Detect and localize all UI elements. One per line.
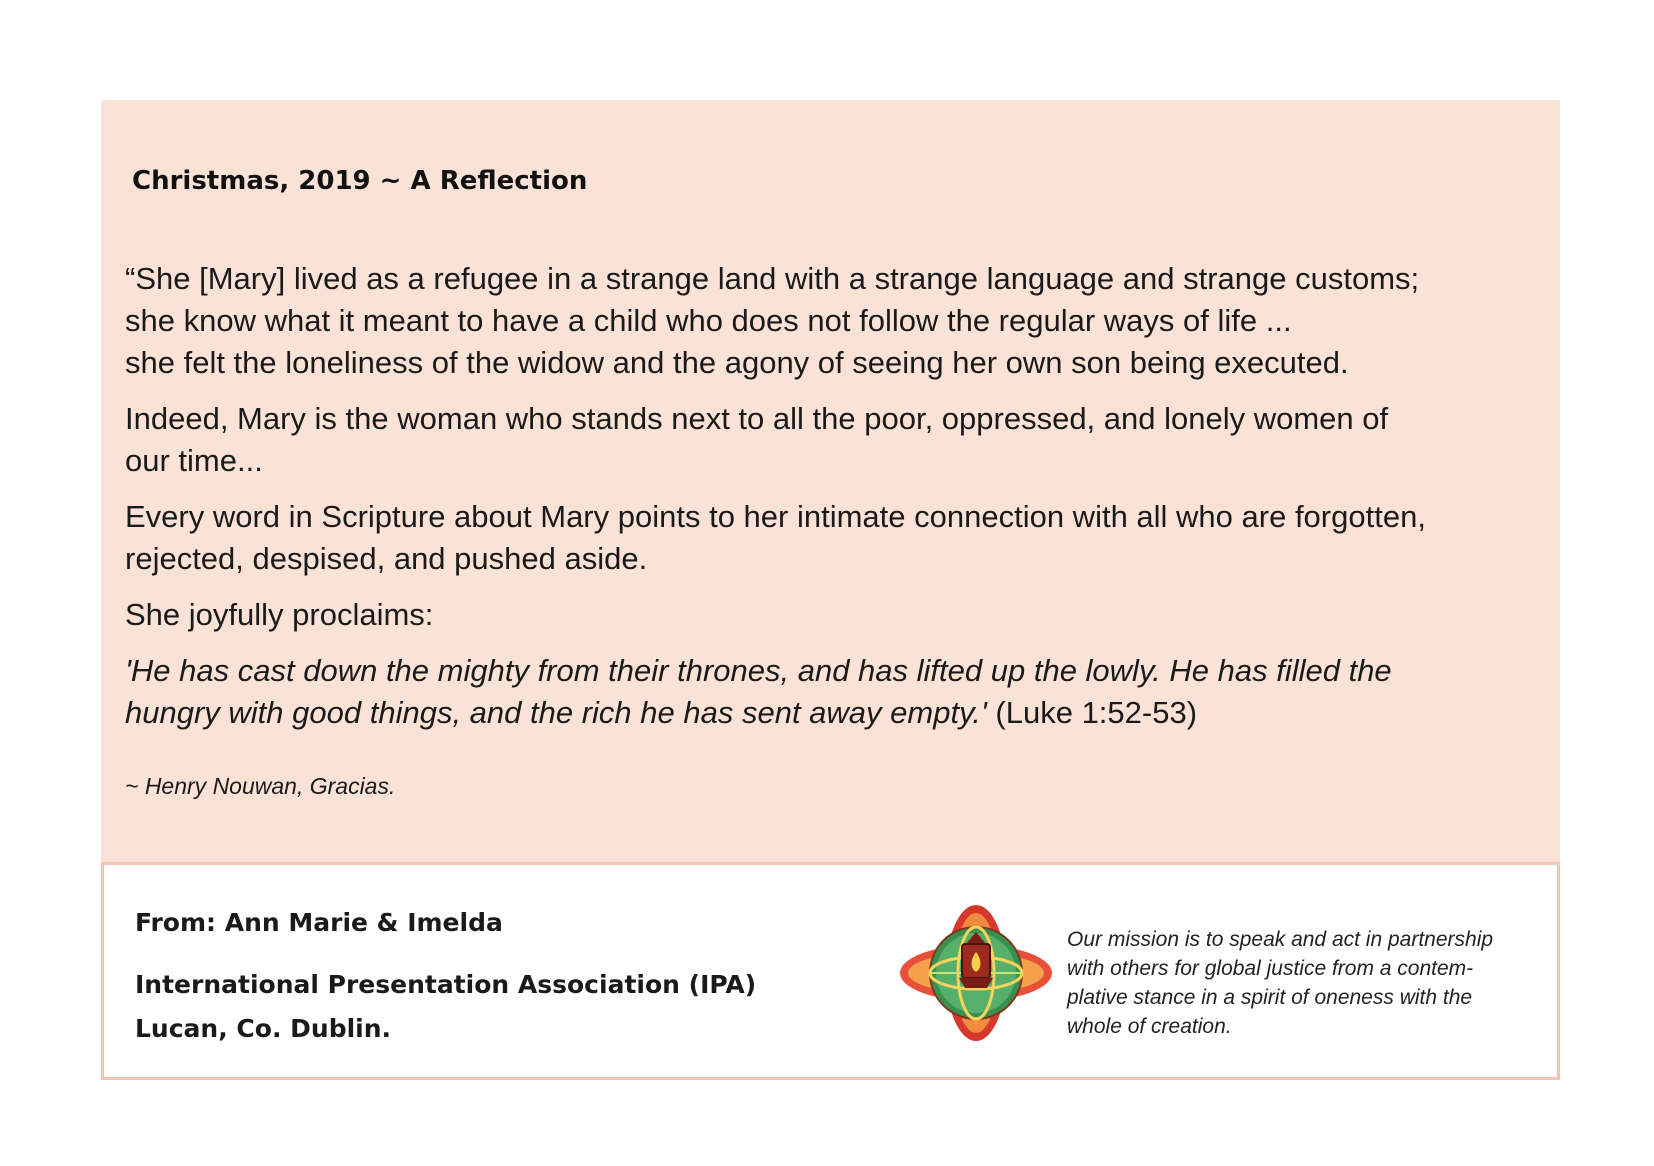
text-line: she know what it meant to have a child who does not follow the regular ways of life ... — [125, 303, 1292, 338]
mission-line: with others for global justice from a contem- — [1067, 957, 1474, 980]
paragraph-indeed — [125, 398, 1555, 482]
page-title: Christmas, 2019 ~ A Reflection — [132, 166, 588, 196]
text-line: Indeed, Mary is the woman who stands next to all the poor, oppressed, and lonely women of — [125, 401, 1389, 436]
paragraph-scripture — [125, 496, 1555, 580]
from-line: From: Ann Marie & Imelda — [135, 908, 503, 937]
text-line: she felt the loneliness of the widow and the agony of seeing her own son being executed. — [125, 345, 1349, 380]
text-line: “She [Mary] lived as a refugee in a strange land with a strange language and strange customs; — [125, 261, 1420, 296]
attribution: ~ Henry Nouwan, Gracias. — [125, 773, 396, 799]
text-line: our time... — [125, 443, 263, 478]
mission-line: plative stance in a spirit of oneness with the — [1067, 986, 1473, 1009]
magnificat-quote — [125, 650, 1555, 734]
scripture-reference: (Luke 1:52-53) — [986, 695, 1198, 730]
ipa-lantern-globe-icon — [895, 902, 1057, 1044]
mission-statement — [1067, 925, 1537, 1041]
mission-line: whole of creation. — [1067, 1015, 1232, 1038]
quote-line: 'He has cast down the mighty from their thrones, and has lifted up the lowly. He has filled the — [125, 653, 1392, 688]
text-line: Every word in Scripture about Mary points to her intimate connection with all who are forgotten, — [125, 499, 1426, 534]
quote-line: hungry with good things, and the rich he has sent away empty.' — [125, 695, 987, 730]
paragraph-proclaims — [125, 594, 1555, 636]
paragraph-refugee — [125, 258, 1555, 384]
mission-line: Our mission is to speak and act in partnership — [1067, 928, 1494, 951]
text-line: She joyfully proclaims: — [125, 597, 434, 632]
text-line: rejected, despised, and pushed aside. — [125, 541, 648, 576]
reflection-body — [125, 258, 1555, 748]
organization-name: International Presentation Association (IPA) — [135, 970, 757, 999]
organization-location: Lucan, Co. Dublin. — [135, 1014, 392, 1043]
